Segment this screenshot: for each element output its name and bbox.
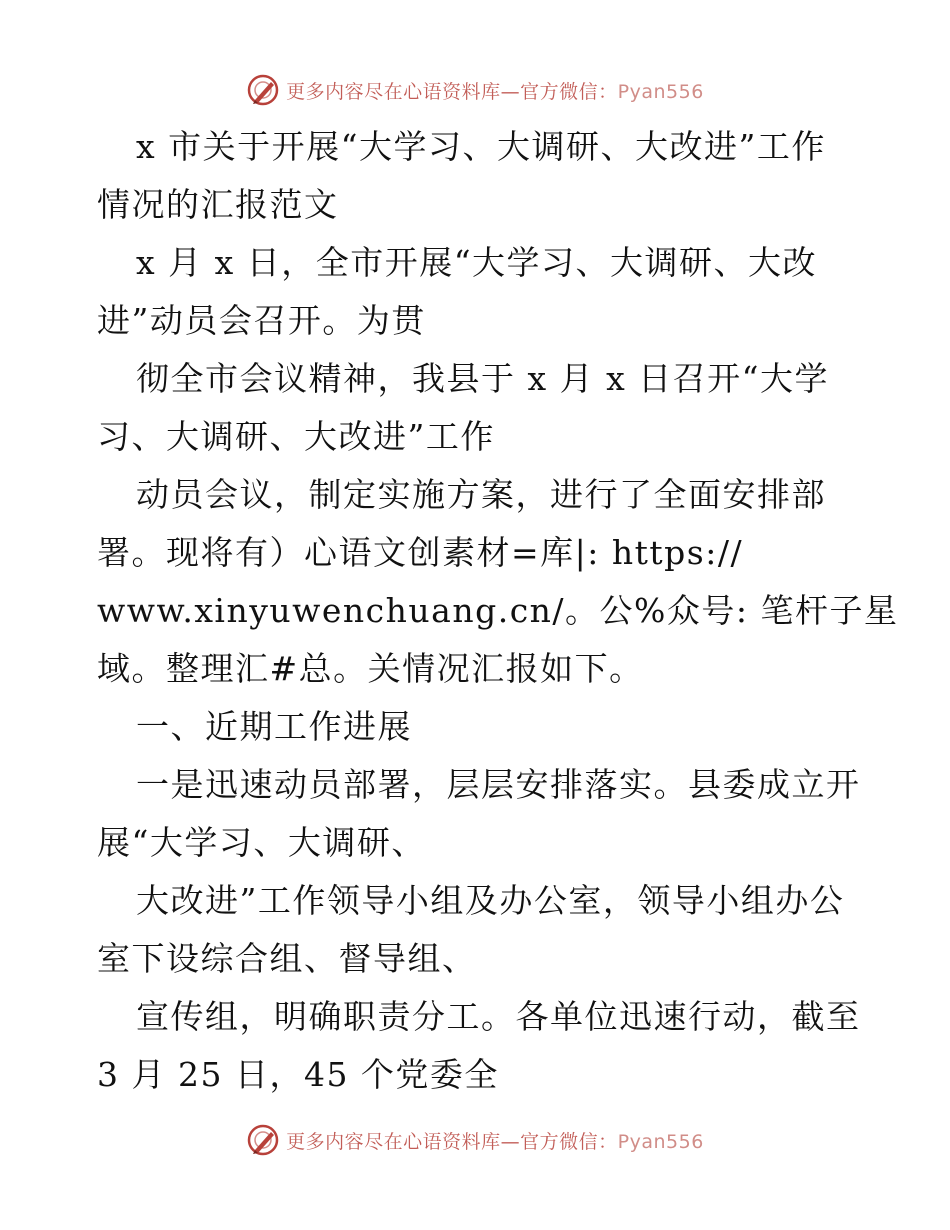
paragraph-line: 动员会议，制定实施方案，进行了全面安排部 <box>136 475 826 514</box>
paragraph-line: 一是迅速动员部署，层层安排落实。县委成立开 <box>136 765 861 804</box>
pen-logo-icon <box>246 73 280 107</box>
footer-watermark <box>0 1120 950 1160</box>
paragraph-line: 3 月 25 日，45 个党委全 <box>97 1055 499 1094</box>
paragraph-line: 大改进”工作领导小组及办公室，领导小组办公 <box>136 881 845 920</box>
header-watermark <box>0 70 950 110</box>
paragraph-line: 室下设综合组、督导组、 <box>97 939 477 978</box>
paragraph-line: 域。整理汇#总。关情况汇报如下。 <box>97 649 644 688</box>
watermark-text: 更多内容尽在心语资料库—官方微信：Pyan556 <box>286 1130 704 1153</box>
paragraph-line: 宣传组，明确职责分工。各单位迅速行动，截至 <box>136 997 861 1036</box>
watermark-text: 更多内容尽在心语资料库—官方微信：Pyan556 <box>286 80 704 103</box>
section-heading: 一、近期工作进展 <box>136 707 412 746</box>
paragraph-line: 彻全市会议精神，我县于 x 月 x 日召开“大学 <box>136 359 830 398</box>
paragraph-line: x 月 x 日，全市开展“大学习、大调研、大改 <box>136 243 818 282</box>
pen-logo-icon <box>246 1123 280 1157</box>
document-title-line-1: x 市关于开展“大学习、大调研、大改进”工作 <box>136 127 826 166</box>
paragraph-line: www.xinyuwenchuang.cn/。公%众号: 笔杆子星 <box>97 591 899 630</box>
paragraph-line: 进”动员会召开。为贯 <box>97 301 426 340</box>
paragraph-line: 习、大调研、大改进”工作 <box>97 417 495 456</box>
document-title-line-2: 情况的汇报范文 <box>97 185 339 224</box>
paragraph-line: 展“大学习、大调研、 <box>97 823 426 862</box>
paragraph-line: 署。现将有）心语文创素材=库|: https:// <box>97 533 744 572</box>
